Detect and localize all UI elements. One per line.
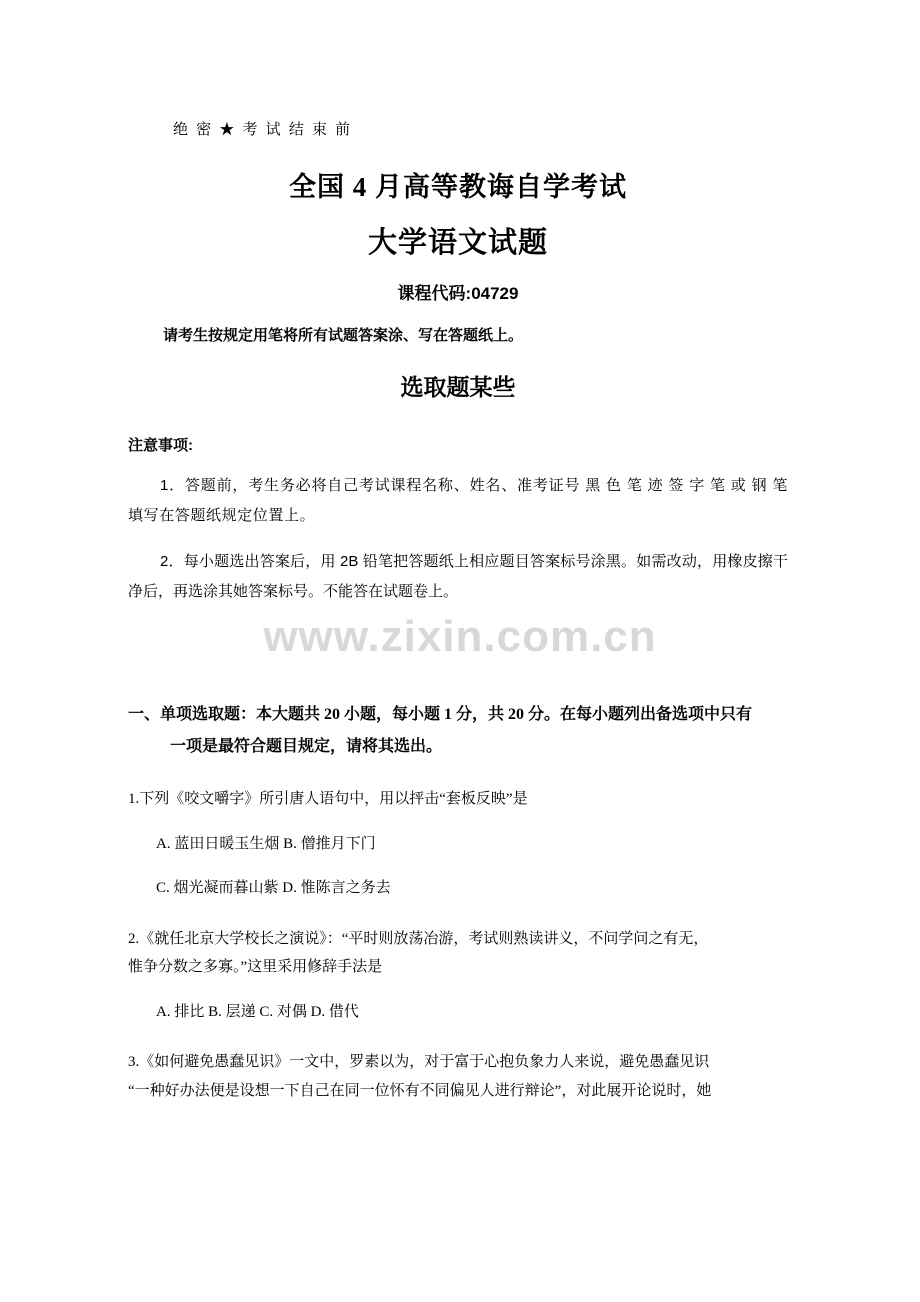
question-3 [128, 1048, 788, 1105]
notice-item-2: 2．每小题选出答案后，用 2B 铅笔把答题纸上相应题目答案标号涂黑。如需改动，用橡皮擦干净后，再选涂其她答案标号。不能答在试题卷上。 [128, 553, 788, 600]
page-title: 全国 4 月高等教诲自学考试 [289, 172, 627, 202]
notice-label: 注意事项: [128, 437, 193, 454]
section-title: 选取题某些 [400, 375, 516, 400]
section-one-heading-line1: 一、单项选取题：本大题共 20 小题，每小题 1 分，共 20 分。在每小题列出备选项中只有 [128, 706, 753, 723]
question-1-options-line-2: C. 烟光凝而暮山紫 D. 惟陈言之务去 [156, 880, 391, 896]
document-content [128, 0, 788, 1105]
question-3-stem: 3.《如何避免愚蠢见识》一文中，罗素以为，对于富于心抱负象力人来说，避免愚蠢见识 [128, 1054, 710, 1070]
paper-subtitle: 大学语文试题 [367, 227, 548, 259]
notice-item-1: 1．答题前，考生务必将自己考试课程名称、姓名、准考证号 黑 色 笔 迹 签 字 笔 或 钢 笔 填写在答题纸规定位置上。 [128, 477, 788, 524]
question-3-stem-line-2: “一种好办法便是设想一下自己在同一位怀有不同偏见人进行辩论”，对此展开论说时，她 [128, 1082, 712, 1099]
question-1-options-line-1: A. 蓝田日暖玉生烟 B. 僧推月下门 [156, 835, 376, 852]
question-2-options-line-1: A. 排比 B. 层递 C. 对偶 D. 借代 [156, 1003, 359, 1020]
course-code: 课程代码:04729 [397, 284, 519, 303]
question-2-stem-line-2: 惟争分数之多寡。”这里采用修辞手法是 [128, 959, 383, 975]
section-one-heading [128, 699, 788, 763]
answer-instruction: 请考生按规定用笔将所有试题答案涂、写在答题纸上。 [163, 327, 524, 344]
section-one-heading-line2: 一项是最符合题目规定，请将其选出。 [170, 738, 443, 755]
watermark: www.zixin.com.cn [263, 612, 657, 661]
question-1 [128, 785, 788, 814]
question-1-stem: 1.下列《咬文嚼字》所引唐人语句中，用以抨击“套板反映”是 [128, 791, 528, 807]
question-2 [128, 925, 788, 982]
confidential-notice: 绝 密 ★ 考 试 结 束 前 [173, 121, 353, 138]
question-2-stem: 2.《就任北京大学校长之演说》：“平时则放荡冶游，考试则熟读讲义，不问学问之有无， [128, 930, 709, 947]
